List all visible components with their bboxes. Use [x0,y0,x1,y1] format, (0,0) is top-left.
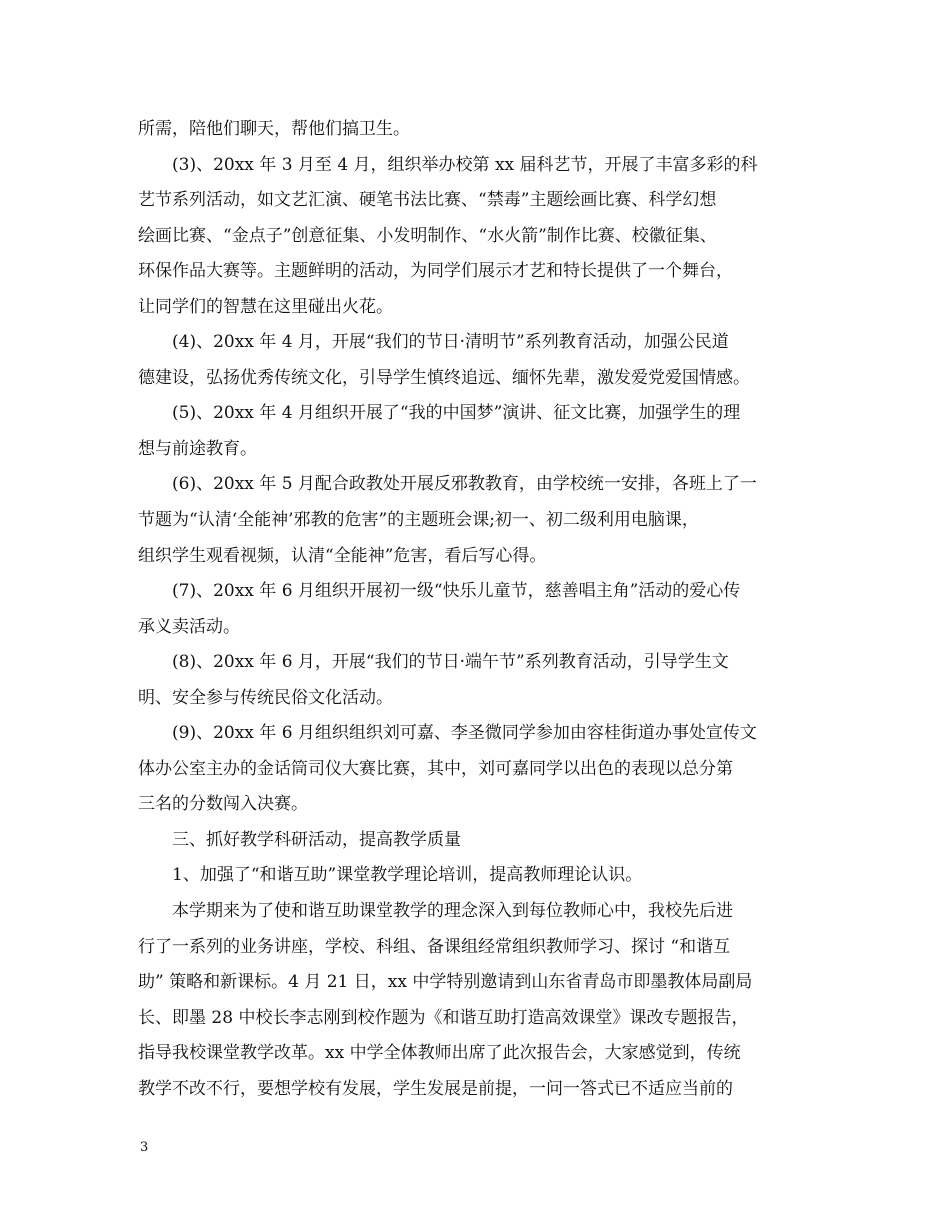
text-line: 环保作品大赛等。主题鲜明的活动，为同学们展示才艺和特长提供了一个舞台， [138,261,733,282]
text-line: 节题为“认清‘全能神’邪教的危害”的主题班会课;初一、初二级利用电脑课， [138,510,699,531]
page-number: 3 [140,1140,149,1155]
text-line: (8)、20xx 年 6 月，开展“我们的节日·端午节”系列教育活动，引导学生文 [172,652,729,673]
text-line: 体办公室主办的金话筒司仪大赛比赛，其中，刘可嘉同学以出色的表现以总分第 [138,758,733,779]
text-line: 绘画比赛、“金点子”创意征集、小发明制作、“水火箭”制作比赛、校徽征集、 [138,225,717,246]
text-line: 指导我校课堂教学改革。xx 中学全体教师出席了此次报告会，大家感觉到，传统 [138,1043,741,1064]
text-line: 助” 策略和新课标。4 月 21 日，xx 中学特别邀请到山东省青岛市即墨教体局副局 [138,972,753,993]
text-line: (7)、20xx 年 6 月组织开展初一级“快乐儿童节，慈善唱主角”活动的爱心传 [172,581,741,602]
text-line: 承义卖活动。 [138,616,240,637]
text-line: 三名的分数闯入决赛。 [138,794,308,815]
text-line: 组织学生观看视频，认清“全能神”危害，看后写心得。 [138,545,547,566]
text-line: 所需，陪他们聊天，帮他们搞卫生。 [138,119,410,139]
text-line: 本学期来为了使和谐互助课堂教学的理念深入到每位教师心中，我校先后进 [172,901,733,922]
text-line: 想与前途教育。 [138,438,257,459]
text-line: (5)、20xx 年 4 月组织开展了“我的中国梦”演讲、征文比赛，加强学生的理 [172,403,741,424]
text-line: 三、抓好教学科研活动，提高教学质量 [172,829,461,850]
text-line: (4)、20xx 年 4 月，开展“我们的节日·清明节”系列教育活动，加强公民道 [172,332,729,353]
text-line: 让同学们的智慧在这里碰出火花。 [138,296,393,317]
text-line: 明、安全参与传统民俗文化活动。 [138,687,393,708]
text-line: 教学不改不行，要想学校有发展，学生发展是前提，一问一答式已不适应当前的 [138,1078,733,1099]
text-line: (6)、20xx 年 5 月配合政教处开展反邪教教育，由学校统一安排，各班上了一 [172,474,757,495]
text-line: 行了一系列的业务讲座，学校、科组、备课组经常组织教师学习、探讨 “和谐互 [138,936,731,957]
text-line: 艺节系列活动，如文艺汇演、硬笔书法比赛、“禁毒”主题绘画比赛、科学幻想 [138,190,717,211]
document-body [138,112,818,1107]
text-line: 1、加强了“和谐互助”课堂教学理论培训，提高教师理论认识。 [172,865,643,886]
text-line: 德建设，弘扬优秀传统文化，引导学生慎终追远、缅怀先辈，激发爱党爱国情感。 [138,367,750,388]
text-line: 长、即墨 28 中校长李志刚到校作题为《和谐互助打造高效课堂》课改专题报告， [138,1007,749,1028]
text-line: (3)、20xx 年 3 月至 4 月，组织举办校第 xx 届科艺节，开展了丰富多彩的科 [172,154,758,175]
text-line: (9)、20xx 年 6 月组织组织刘可嘉、李圣微同学参加由容桂街道办事处宣传文 [172,723,757,744]
